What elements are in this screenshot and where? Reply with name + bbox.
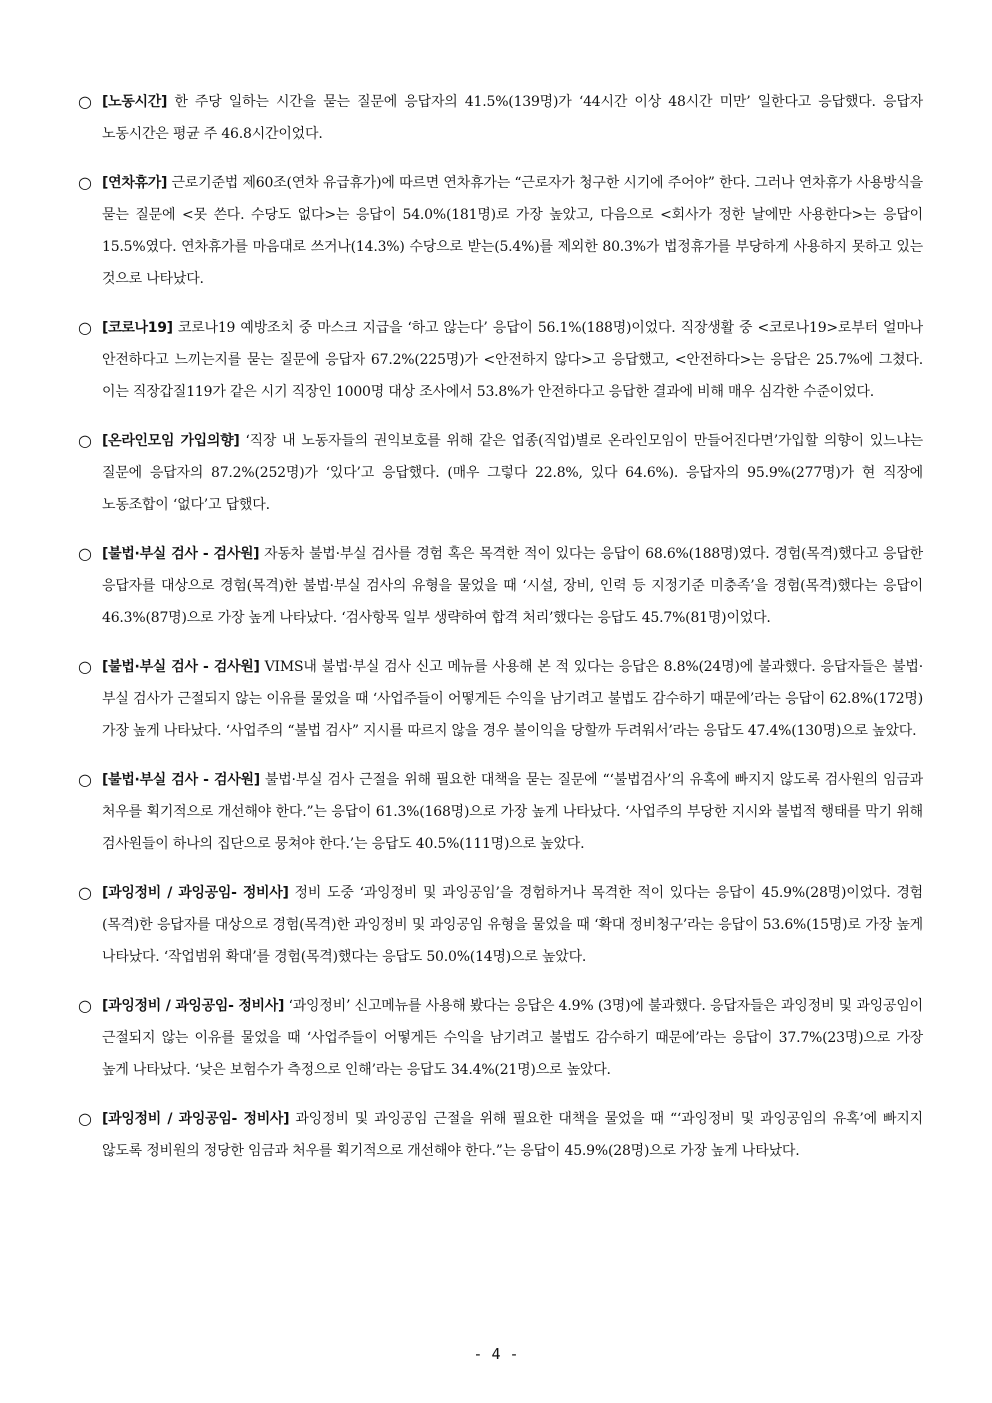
paragraph-text: [102, 538, 923, 634]
paragraph-body: 한 주당 일하는 시간을 묻는 질문에 응답자의 41.5%(139명)가 ‘44시간 이상 48시간 미만’ 일한다고 응답했다. 응답자 노동시간은 평균 주 46.8시간이었다.: [102, 94, 923, 142]
section-tag: [과잉정비 / 과잉공임- 정비사]: [102, 1111, 290, 1127]
paragraph-body: ‘과잉정비’ 신고메뉴를 사용해 봤다는 응답은 4.9% (3명)에 불과했다. 응답자들은 과잉정비 및 과잉공임이 근절되지 않는 이유를 물었을 때 ‘사업주들이 어떻게든 수익을 남기려고 불법도 감수하기 때문에’라는 응답이 37.7%(23명)으로 가장 높게 나타났다. ‘낮은 보험수가 측정으로 인해’라는 응답도 34.4%(21명)으로 높았다.: [102, 998, 923, 1078]
paragraph-inspection-2: [78, 651, 923, 747]
circle-bullet-icon: ○: [78, 318, 92, 337]
circle-bullet-icon: ○: [78, 996, 92, 1015]
page-number: - 4 -: [473, 1345, 519, 1363]
section-tag: [온라인모임 가입의향]: [102, 433, 240, 449]
paragraph-overrepair-2: [78, 990, 923, 1086]
section-tag: [불법·부실 검사 - 검사원]: [102, 546, 260, 562]
paragraph-text: [102, 990, 923, 1086]
section-tag: [코로나19]: [102, 320, 173, 336]
paragraph-text: [102, 167, 923, 295]
paragraph-body: 근로기준법 제60조(연차 유급휴가)에 따르면 연차휴가는 “근로자가 청구한 시기에 주어야” 한다. 그러나 연차휴가 사용방식을 묻는 질문에 <못 쓴다. 수당도 없다>는 응답이 54.0%(181명)로 가장 높았고, 다음으로 <회사가 정한 날에만 사용한다>는 응답이 15.5%였다. 연차휴가를 마음대로 쓰거나(14.3%) 수당으로 받는(5.4%)를 제외한 80.3%가 법정휴가를 부당하게 사용하지 못하고 있는 것으로 나타났다.: [102, 175, 923, 287]
paragraph-body: VIMS내 불법·부실 검사 신고 메뉴를 사용해 본 적 있다는 응답은 8.8%(24명)에 불과했다. 응답자들은 불법·부실 검사가 근절되지 않는 이유를 물었을 때 ‘사업주들이 어떻게든 수익을 남기려고 불법도 감수하기 때문에’라는 응답이 62.8%(172명) 가장 높게 나타났다. ‘사업주의 “불법 검사” 지시를 따르지 않을 경우 불이익을 당할까 두려워서’라는 응답도 47.4%(130명)으로 높았다.: [102, 659, 923, 739]
paragraph-online-group: [78, 425, 923, 521]
section-tag: [노동시간]: [102, 94, 168, 110]
paragraph-text: [102, 312, 923, 408]
circle-bullet-icon: ○: [78, 883, 92, 902]
circle-bullet-icon: ○: [78, 173, 92, 192]
paragraph-body: 과잉정비 및 과잉공임 근절을 위해 필요한 대책을 물었을 때 “‘과잉정비 및 과잉공임의 유혹’에 빠지지 않도록 정비원의 정당한 임금과 처우를 획기적으로 개선해야 한다.”는 응답이 45.9%(28명)으로 가장 높게 나타났다.: [102, 1111, 923, 1159]
paragraph-text: [102, 1103, 923, 1167]
circle-bullet-icon: ○: [78, 657, 92, 676]
paragraph-body: 정비 도중 ‘과잉정비 및 과잉공임’을 경험하거나 목격한 적이 있다는 응답이 45.9%(28명)이었다. 경험(목격)한 응답자를 대상으로 경험(목격)한 과잉정비 및 과잉공임 유형을 물었을 때 ‘확대 정비청구’라는 응답이 53.6%(15명)로 가장 높게 나타났다. ‘작업범위 확대’를 경험(목격)했다는 응답도 50.0%(14명)으로 높았다.: [102, 885, 923, 965]
circle-bullet-icon: ○: [78, 544, 92, 563]
document-body: [78, 86, 923, 1184]
paragraph-body: 불법·부실 검사 근절을 위해 필요한 대책을 묻는 질문에 “‘불법검사’의 유혹에 빠지지 않도록 검사원의 임금과 처우를 획기적으로 개선해야 한다.”는 응답이 61.3%(168명)으로 가장 높게 나타났다. ‘사업주의 부당한 지시와 불법적 행태를 막기 위해 검사원들이 하나의 집단으로 뭉쳐야 한다.’는 응답도 40.5%(111명)으로 높았다.: [102, 772, 923, 852]
paragraph-body: 자동차 불법·부실 검사를 경험 혹은 목격한 적이 있다는 응답이 68.6%(188명)였다. 경험(목격)했다고 응답한 응답자를 대상으로 경험(목격)한 불법·부실 검사의 유형을 물었을 때 ‘시설, 장비, 인력 등 지정기준 미충족’을 경험(목격)했다는 응답이 46.3%(87명)으로 가장 높게 나타났다. ‘검사항목 일부 생략하여 합격 처리’했다는 응답도 45.7%(81명)이었다.: [102, 546, 923, 626]
paragraph-covid19: [78, 312, 923, 408]
section-tag: [과잉정비 / 과잉공임- 정비사]: [102, 885, 289, 901]
paragraph-text: [102, 651, 923, 747]
paragraph-working-hours: [78, 86, 923, 150]
section-tag: [과잉정비 / 과잉공임- 정비사]: [102, 998, 285, 1014]
paragraph-annual-leave: [78, 167, 923, 295]
circle-bullet-icon: ○: [78, 431, 92, 450]
paragraph-overrepair-1: [78, 877, 923, 973]
paragraph-overrepair-3: [78, 1103, 923, 1167]
circle-bullet-icon: ○: [78, 1109, 92, 1128]
paragraph-body: 코로나19 예방조치 중 마스크 지급을 ‘하고 않는다’ 응답이 56.1%(188명)이었다. 직장생활 중 <코로나19>로부터 얼마나 안전하다고 느끼는지를 묻는 질문에 응답자 67.2%(225명)가 <안전하지 않다>고 응답했고, <안전하다>는 응답은 25.7%에 그쳤다. 이는 직장갑질119가 같은 시기 직장인 1000명 대상 조사에서 53.8%가 안전하다고 응답한 결과에 비해 매우 심각한 수준이었다.: [102, 320, 923, 400]
paragraph-text: [102, 764, 923, 860]
paragraph-text: [102, 425, 923, 521]
paragraph-inspection-3: [78, 764, 923, 860]
paragraph-body: ‘직장 내 노동자들의 권익보호를 위해 같은 업종(직업)별로 온라인모임이 만들어진다면’가입할 의향이 있느냐는 질문에 응답자의 87.2%(252명)가 ‘있다’고 응답했다. (매우 그렇다 22.8%, 있다 64.6%). 응답자의 95.9%(277명)가 현 직장에 노동조합이 ‘없다’고 답했다.: [102, 433, 923, 513]
section-tag: [연차휴가]: [102, 175, 168, 191]
paragraph-inspection-1: [78, 538, 923, 634]
circle-bullet-icon: ○: [78, 92, 92, 111]
section-tag: [불법·부실 검사 - 검사원]: [102, 772, 260, 788]
circle-bullet-icon: ○: [78, 770, 92, 789]
paragraph-text: [102, 877, 923, 973]
paragraph-text: [102, 86, 923, 150]
section-tag: [불법·부실 검사 - 검사원]: [102, 659, 260, 675]
